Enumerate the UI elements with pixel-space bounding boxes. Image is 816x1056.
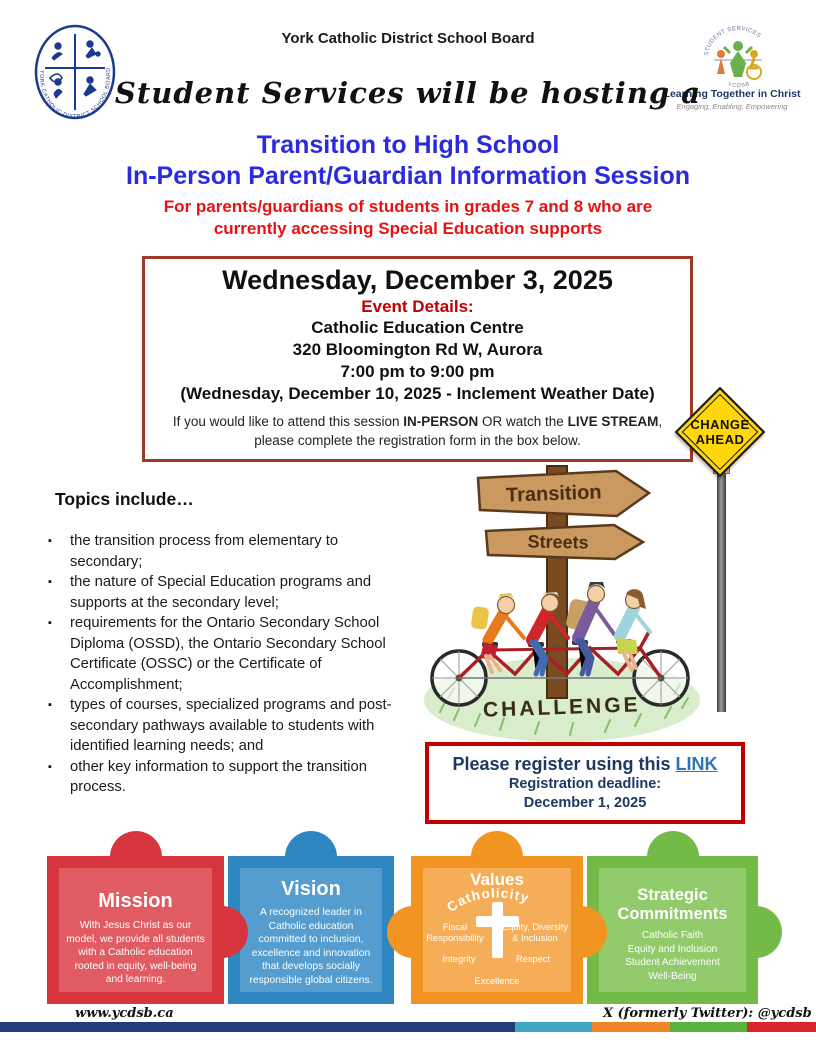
event-inclement-date: (Wednesday, December 10, 2025 - Inclement Weather Date) — [180, 384, 655, 403]
strategic-line: Equity and Inclusion — [627, 943, 718, 955]
challenge-caption: CHALLENGE — [482, 693, 641, 722]
value-integrity: Integrity — [442, 954, 476, 964]
topic-item: ▪ requirements for the Ontario Secondary School Diploma (OSSD), the Ontario Secondary School Certificate (OSSC) or the Certificate of Accomplishment; — [48, 613, 400, 695]
board-name: York Catholic District School Board — [281, 30, 535, 47]
registration-box — [425, 742, 745, 824]
value-equity: Equity, Diversity & Inclusion — [502, 922, 568, 943]
event-time: 7:00 pm to 9:00 pm — [340, 362, 495, 381]
subtagline: Engaging, Enabling, Empowering — [676, 102, 788, 111]
vision-title: Vision — [281, 878, 341, 900]
note-line2: please complete the registration form in the box below. — [254, 433, 581, 448]
value-respect: Respect — [515, 954, 551, 964]
event-venue: Catholic Education Centre — [311, 318, 524, 337]
strategic-line: Well-Being — [648, 970, 697, 982]
topic-item: ▪ the transition process from elementary to secondary; — [48, 531, 400, 572]
page-title-line2: In-Person Parent/Guardian Information Session — [126, 162, 690, 190]
topics-list — [48, 531, 400, 798]
mission-title: Mission — [98, 890, 173, 912]
page-title-line1: Transition to High School — [256, 131, 560, 159]
event-address: 320 Bloomington Rd W, Aurora — [292, 340, 543, 359]
topics-heading: Topics include… — [55, 489, 194, 509]
social-handle: X (formerly Twitter): @ycdsb — [603, 1006, 812, 1021]
change-ahead-text: CHANGE AHEAD — [690, 417, 750, 447]
audience-line2: currently accessing Special Education supports — [213, 219, 603, 238]
note-live-stream: LIVE STREAM — [567, 414, 659, 429]
audience-line1: For parents/guardians of students in grades 7 and 8 who are — [163, 197, 653, 216]
values-title: Values — [470, 870, 524, 889]
website-url: www.ycdsb.ca — [75, 1006, 174, 1021]
puzzle-piece-strategic — [587, 856, 758, 1004]
svg-text:Catholicity — [444, 888, 531, 915]
register-line: Please register using this LINK — [452, 754, 718, 774]
note-in-person: IN-PERSON — [403, 414, 479, 429]
hosting-script-line: Student Services will be hosting a — [114, 76, 702, 110]
value-fiscal: Fiscal Responsibility — [426, 922, 484, 943]
student-services-arc-bottom: YCDSB — [727, 81, 751, 90]
catholicity-arc-text: Catholicity — [444, 888, 532, 915]
topic-item: ▪ types of courses, specialized programs and post-secondary pathways available to students with identified learning needs; and — [48, 695, 400, 757]
note-text: If you would like to attend this session — [172, 414, 404, 429]
strategic-line: Catholic Faith — [641, 930, 704, 941]
sign-pole — [717, 472, 726, 712]
vision-body: A recognized leader in Catholic education committed to inclusion, excellence and innovation that develops socially responsible global citizens. — [249, 907, 373, 986]
logo-ring-text: YORK CATHOLIC DISTRICT SCHOOL BOARD — [37, 66, 113, 120]
sign-streets — [486, 525, 643, 559]
topic-item: ▪ other key information to support the transition process. — [48, 757, 400, 798]
svg-text:Streets: Streets — [527, 531, 589, 553]
event-details-label: Event Details: — [361, 297, 474, 316]
sign-transition — [478, 471, 649, 516]
event-details-box — [142, 256, 693, 462]
mission-body: With Jesus Christ as our model, we provide all students with a Catholic education rooted in equity, well-being and learning. — [66, 920, 205, 985]
strategic-title: Strategic Commitments — [617, 886, 728, 923]
student-services-arc-text: STUDENT SERVICES — [704, 25, 762, 57]
topic-item: ▪ the nature of Special Education programs and supports at the secondary level; — [48, 572, 400, 613]
puzzle-piece-values — [411, 856, 583, 1004]
event-date: Wednesday, December 3, 2025 — [222, 265, 613, 295]
puzzle-piece-vision — [228, 856, 394, 1004]
event-note: If you would like to attend this session IN-PERSON OR watch the LIVE STREAM, please complete the registration form in the box below. — [172, 414, 663, 448]
registration-deadline-label: Registration deadline: — [508, 776, 662, 792]
registration-deadline-date: December 1, 2025 — [523, 795, 647, 811]
strategic-line: Student Achievement — [625, 957, 720, 968]
svg-text:Transition: Transition — [505, 481, 602, 507]
registration-link[interactable]: LINK — [675, 754, 718, 774]
value-excellence: Excellence — [474, 976, 520, 986]
transition-streets-illustration — [420, 462, 710, 746]
tagline: Learning Together in Christ — [663, 88, 801, 100]
puzzle-piece-mission — [47, 856, 224, 1004]
footer-color-bar — [0, 1022, 816, 1032]
